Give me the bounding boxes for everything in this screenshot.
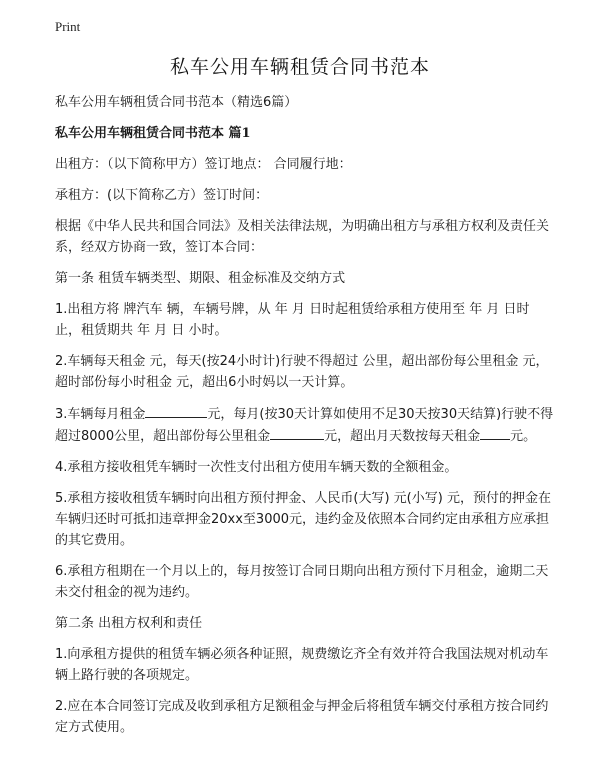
- clause-1-1: 1.出租方将 牌汽车 辆，车辆号牌，从 年 月 日时起租赁给承租方使用至 年 月 日时止，租赁期共 年 月 日 小时。: [55, 302, 530, 338]
- clause-1-3-part-c: 元，超出月天数按每天租金: [324, 429, 481, 444]
- blank-monthly-rent: [145, 403, 207, 418]
- clause-1-3-part-d: 元。: [510, 429, 537, 444]
- clause-1-3-part-a: 3.车辆每月租金: [55, 407, 146, 422]
- lessee-line: 承租方：(以下简称乙方）签订时间：: [55, 188, 269, 203]
- section-heading: 私车公用车辆租赁合同书范本 篇1: [55, 126, 251, 141]
- lessor-line: 出租方：（以下简称甲方）签订地点： 合同履行地：: [55, 157, 352, 172]
- clause-1-3-part-b: 元，每月(按30天计算如使用不足30天按30天结算)行驶不得超过8000公里，超出部份每公里租金: [55, 407, 554, 444]
- document-body: [55, 92, 555, 738]
- print-link[interactable]: Print: [55, 19, 81, 34]
- blank-daily-rent: [480, 425, 510, 440]
- clause-2-1: 1.向承租方提供的租赁车辆必须各种证照，规费缴讫齐全有效并符合我国法规对机动车辆上路行驶的各项规定。: [55, 647, 549, 683]
- document-subtitle: 私车公用车辆租赁合同书范本（精选6篇）: [55, 95, 298, 110]
- clause-1-5: 5.承租方接收租赁车辆时向出租方预付押金、人民币(大写) 元(小写) 元，预付的押金在车辆归还时可抵扣违章押金20xx至3000元，违约金及依照本合同约定由承租方应承担的其它费用。: [55, 491, 551, 548]
- clause-2-2: 2.应在本合同签订完成及收到承租方足额租金与押金后将租赁车辆交付承租方按合同约定方式使用。: [55, 699, 549, 735]
- document-title: 私车公用车辆租赁合同书范本: [169, 56, 430, 78]
- clause-1-2: 2.车辆每天租金 元，每天(按24小时计)行驶不得超过 公里，超出部份每公里租金 元，超时部份每小时租金 元，超出6小时妈以一天计算。: [55, 354, 549, 390]
- clause-1-3: [55, 403, 555, 447]
- blank-per-km-rent: [270, 425, 324, 440]
- preamble-paragraph: 根据《中华人民共和国合同法》及相关法律法规，为明确出租方与承租方权利及责任关系，经双方协商一致，签订本合同：: [55, 219, 550, 255]
- clause-1-6: 6.承租方租期在一个月以上的，每月按签订合同日期向出租方预付下月租金，逾期二天未交付租金的视为违约。: [55, 564, 549, 600]
- article-1-heading: 第一条 租赁车辆类型、期限、租金标准及交纳方式: [55, 271, 346, 286]
- clause-1-4: 4.承租方接收租凭车辆时一次性支付出租方使用车辆天数的全额租金。: [55, 460, 458, 475]
- article-2-heading: 第二条 出租方权利和责任: [55, 616, 203, 631]
